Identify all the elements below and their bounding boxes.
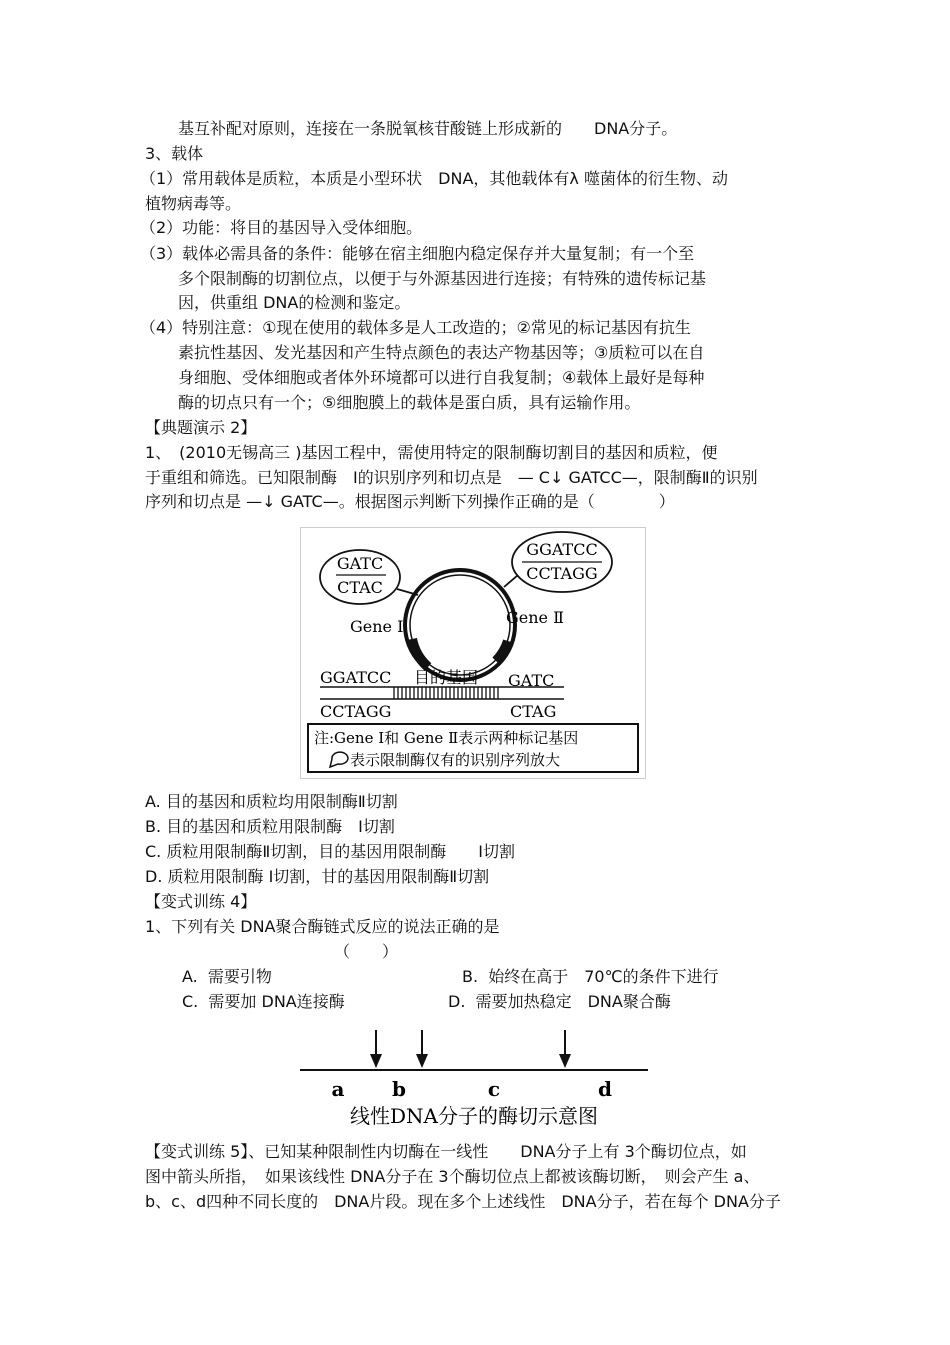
insert-top-left: GGATCC	[320, 668, 392, 687]
text-line: 酶的切点只有一个；⑤细胞膜上的载体是蛋白质，具有运输作用。	[178, 393, 641, 412]
option-d: D. 质粒用限制酶 Ⅰ切割，甘的基因用限制酶Ⅱ切割	[145, 867, 490, 886]
text-line: （2）功能：将目的基因导入受体细胞。	[140, 218, 423, 237]
section-heading: 【变式训练 4】	[145, 892, 257, 911]
linear-dna-diagram	[298, 1022, 650, 1132]
right-site-top: GGATCC	[526, 540, 598, 559]
option-a: A. 需要引物	[182, 967, 272, 986]
insert-bottom-left: CCTAGG	[320, 702, 392, 721]
text-line: 植物病毒等。	[145, 194, 242, 213]
cut-arrow	[416, 1030, 428, 1068]
option-c: C. 质粒用限制酶Ⅱ切割，目的基因用限制酶 Ⅰ切割	[145, 842, 515, 861]
insert-bottom-right: CTAG	[510, 702, 557, 721]
insert-hatching	[394, 687, 498, 699]
gene1-label: Gene Ⅰ	[350, 617, 404, 636]
option-b: B. 始终在高于 70℃的条件下进行	[462, 967, 719, 986]
insert-label: 目的基因	[414, 668, 479, 687]
section-heading: 【典题演示 2】	[145, 418, 257, 437]
option-d: D. 需要加热稳定 DNA聚合酶	[448, 992, 671, 1011]
question-text: 1、下列有关 DNA聚合酶链式反应的说法正确的是	[145, 917, 500, 936]
text-line: 身细胞、受体细胞或者体外环境都可以进行自我复制；④载体上最好是每种	[178, 368, 705, 387]
option-b: B. 目的基因和质粒用限制酶 Ⅰ切割	[145, 817, 395, 836]
right-site-bottom: CCTAGG	[526, 564, 598, 583]
left-site-bottom: CTAC	[337, 578, 383, 597]
question-text: 于重组和筛选。已知限制酶 Ⅰ的识别序列和切点是 — C↓ GATCC—，限制酶Ⅱ的识别	[145, 468, 758, 487]
text-line: 基互补配对原则，连接在一条脱氧核苷酸链上形成新的 DNA分子。	[178, 119, 678, 138]
text-line: （4）特别注意：①现在使用的载体多是人工改造的；②常见的标记基因有抗生	[140, 318, 691, 337]
note-line-1: 注:Gene Ⅰ和 Gene Ⅱ表示两种标记基因	[314, 729, 579, 747]
plasmid-figure	[300, 527, 646, 779]
fragment-a: a	[331, 1077, 345, 1101]
figure-caption: 线性DNA分子的酶切示意图	[350, 1104, 598, 1128]
option-a: A. 目的基因和质粒均用限制酶Ⅱ切割	[145, 792, 398, 811]
question-text: 图中箭头所指， 如果该线性 DNA分子在 3个酶切位点上都被该酶切断， 则会产生 a、	[145, 1167, 760, 1186]
text-line: 因，供重组 DNA的检测和鉴定。	[178, 293, 411, 312]
cut-arrow	[370, 1030, 382, 1068]
text-line: （1）常用载体是质粒，本质是小型环状 DNA，其他载体有λ 噬菌体的衍生物、动	[140, 169, 728, 188]
question-text: 序列和切点是 —↓ GATC—。根据图示判断下列操作正确的是（ ）	[145, 492, 675, 511]
note-line-2: 表示限制酶仅有的识别序列放大	[350, 751, 561, 769]
text-line: 多个限制酶的切割位点，以便于与外源基因进行连接；有特殊的遗传标记基	[178, 269, 707, 288]
answer-parens: （ ）	[334, 942, 399, 961]
gene2-label: Gene Ⅱ	[506, 608, 564, 627]
fragment-b: b	[392, 1077, 406, 1101]
question-text: b、c、d四种不同长度的 DNA片段。现在多个上述线性 DNA分子，若在每个 DNA分子	[145, 1192, 781, 1211]
text-line: 素抗性基因、发光基因和产生特点颜色的表达产物基因等；③质粒可以在自	[178, 343, 705, 362]
fragment-d: d	[598, 1077, 612, 1101]
linear-dna-figure	[298, 1022, 650, 1132]
question-text: 1、 (2010无锡高三 )基因工程中，需使用特定的限制酶切割目的基因和质粒，便	[145, 443, 718, 462]
cut-arrow	[559, 1030, 571, 1068]
question-text: 【变式训练 5】、已知某种限制性内切酶在一线性 DNA分子上有 3个酶切位点，如	[145, 1142, 747, 1161]
option-c: C. 需要加 DNA连接酶	[182, 992, 345, 1011]
fragment-c: c	[487, 1077, 501, 1101]
plasmid-diagram	[300, 527, 646, 779]
text-line: （3）载体必需具备的条件：能够在宿主细胞内稳定保存并大量复制；有一个至	[140, 244, 695, 263]
left-site-top: GATC	[336, 554, 384, 573]
section-heading: 3、载体	[145, 144, 204, 163]
insert-top-right: GATC	[508, 671, 555, 690]
